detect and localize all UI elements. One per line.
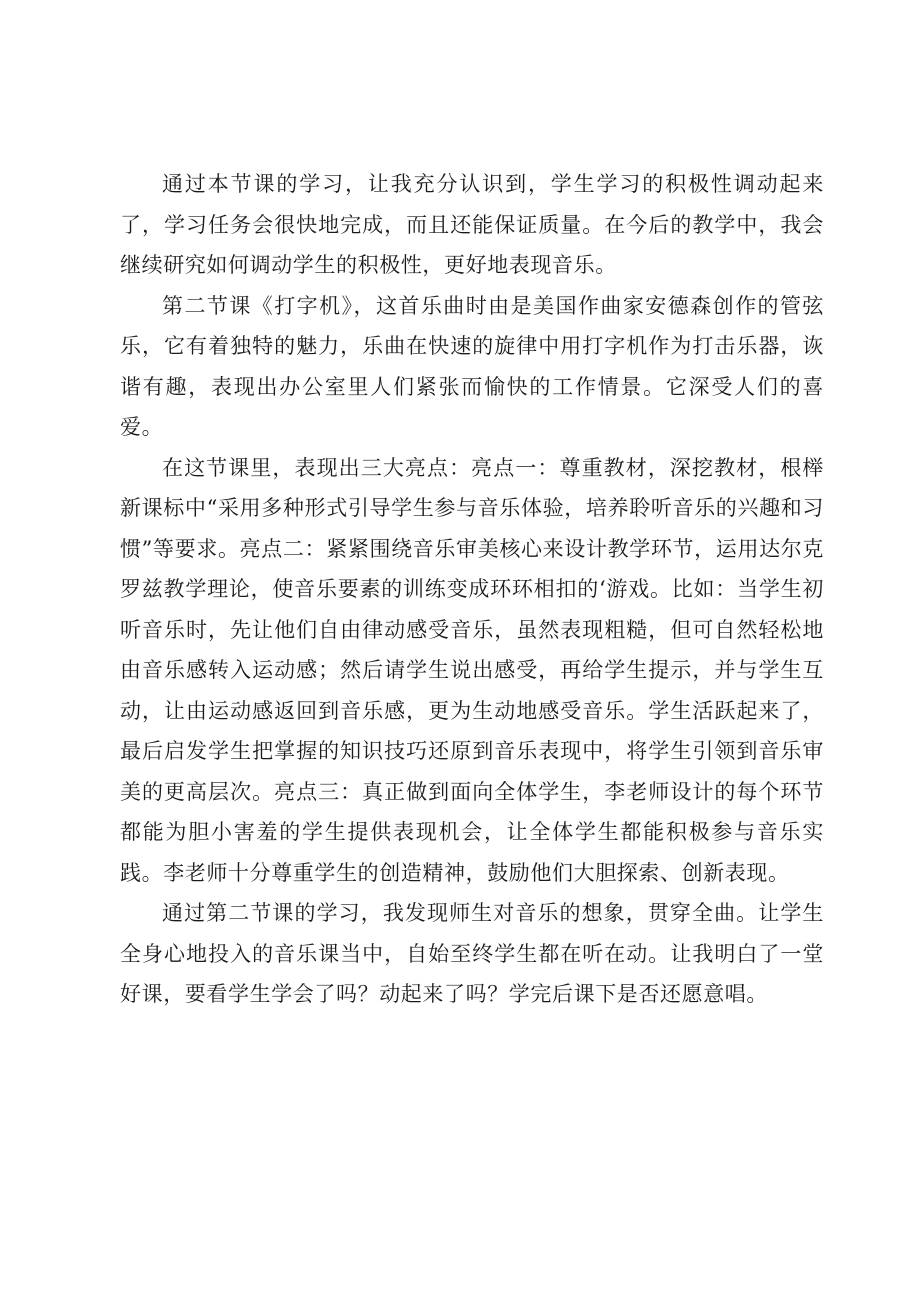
paragraph-4: 通过第二节课的学习，我发现师生对音乐的想象，贯穿全曲。让学生全身心地投入的音乐课当中，自始至终学生都在听在动。让我明白了一堂好课，要看学生学会了吗？动起来了吗？学完后课下是否还愿意唱。 (120, 901, 824, 1006)
paragraph-3: 在这节课里，表现出三大亮点：亮点一：尊重教材，深挖教材，根榉新课标中“采用多种形式引导学生参与音乐体验，培养聆听音乐的兴趣和习惯”等要求。亮点二：紧紧围绕音乐审美核心来设计教学环节，运用达尔克罗兹教学理论，使音乐要素的训练变成环环相扣的‘游戏。比如：当学生初听音乐时，先让他们自由律动感受音乐，虽然表现粗糙，但可自然轻松地由音乐感转入运动感；然后请学生说出感受，再给学生提示，并与学生互动，让由运动感返回到音乐感，更为生动地感受音乐。学生活跃起来了，最后启发学生把掌握的知识技巧还原到音乐表现中，将学生引领到音乐审美的更高层次。亮点三：真正做到面向全体学生，李老师设计的每个环节都能为胆小害羞的学生提供表现机会，让全体学生都能积极参与音乐实践。李老师十分尊重学生的创造精神，鼓励他们大胆探索、创新表现。 (120, 455, 824, 885)
paragraph-1: 通过本节课的学习，让我充分认识到，学生学习的积极性调动起来了，学习任务会很快地完成，而且还能保证质量。在今后的教学中，我会继续研究如何调动学生的积极性，更好地表现音乐。 (120, 172, 824, 277)
paragraph-2: 第二节课《打字机》，这首乐曲时由是美国作曲家安德森创作的管弦乐，它有着独特的魅力，乐曲在快速的旋律中用打字机作为打击乐器，诙谐有趣，表现出办公室里人们紧张而愉快的工作情景。它深受人们的喜爱。 (120, 293, 824, 439)
document-body (120, 164, 824, 1015)
